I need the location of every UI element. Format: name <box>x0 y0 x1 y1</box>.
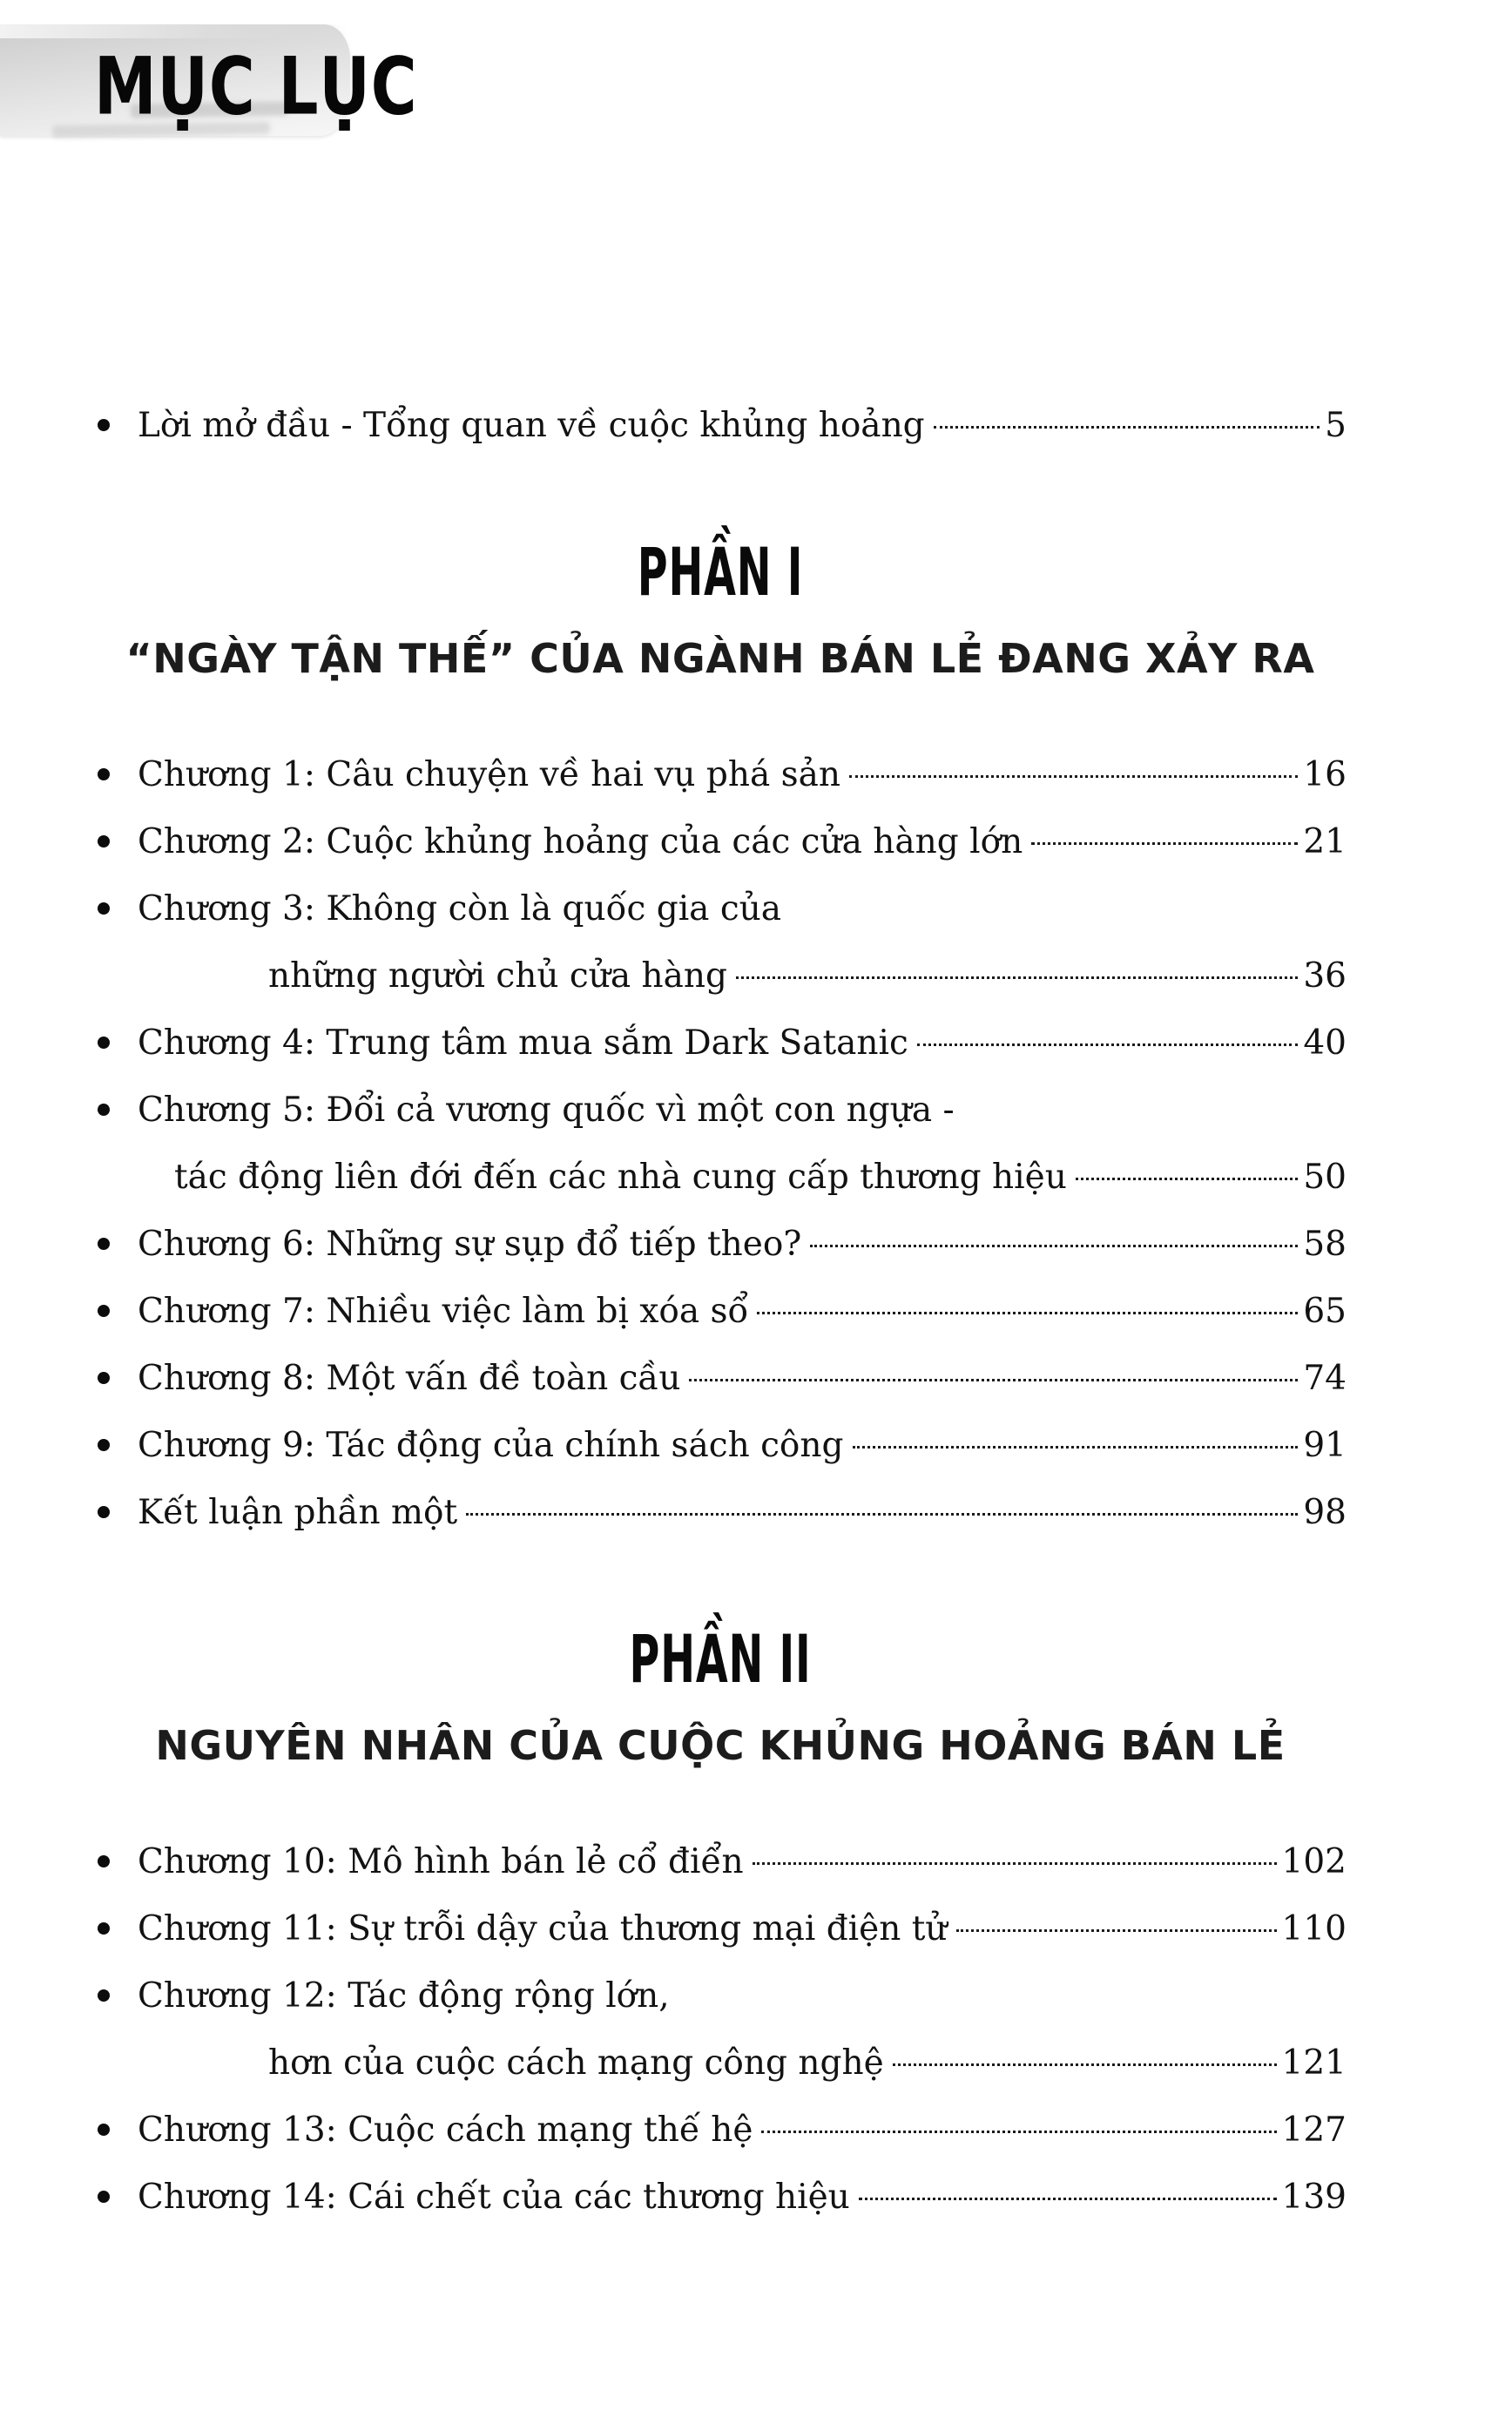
part-1-entries <box>94 741 1347 1546</box>
dot-leader <box>753 1862 1277 1865</box>
entry-continuation-text: hơn của cuộc cách mạng công nghệ <box>268 2043 884 2083</box>
bullet-icon <box>98 1506 110 1518</box>
dot-leader <box>810 1245 1298 1247</box>
dot-leader <box>466 1513 1298 1516</box>
entry-continuation-text: tác động liên đới đến các nhà cung cấp thương hiệu <box>174 1158 1067 1197</box>
entry-text: Chương 9: Tác động của chính sách công <box>138 1426 844 1465</box>
page-title: MỤC LỤC <box>94 40 418 133</box>
entry-text: Chương 13: Cuộc cách mạng thế hệ <box>138 2110 753 2150</box>
bullet-icon <box>98 1855 110 1867</box>
entry-page-number: 74 <box>1303 1359 1347 1398</box>
toc-part-1 <box>94 533 1347 1546</box>
bullet-icon <box>98 2191 110 2203</box>
bullet-icon <box>98 835 110 848</box>
bullet-icon <box>98 1989 110 2002</box>
toc-entry <box>94 1345 1347 1412</box>
dot-leader <box>893 2063 1277 2066</box>
bullet-icon <box>98 1439 110 1451</box>
entry-page-number: 102 <box>1281 1842 1347 1881</box>
toc-entry <box>94 1895 1347 1962</box>
toc-entry <box>94 1278 1347 1345</box>
entry-text: Chương 10: Mô hình bán lẻ cổ điển <box>138 1842 744 1881</box>
dot-leader <box>757 1312 1298 1314</box>
toc-entry <box>94 1010 1347 1077</box>
toc-entry <box>94 1962 1347 2097</box>
dot-leader <box>917 1043 1299 1046</box>
entry-page-number: 127 <box>1281 2110 1347 2150</box>
entry-page-number: 21 <box>1303 822 1347 861</box>
bullet-icon <box>98 1037 110 1049</box>
entry-text: Chương 7: Nhiều việc làm bị xóa sổ <box>138 1292 749 1331</box>
bullet-icon <box>98 1372 110 1384</box>
part-2-entries <box>94 1828 1347 2231</box>
entry-page-number: 58 <box>1303 1225 1347 1264</box>
dot-leader <box>853 1446 1299 1449</box>
bullet-icon <box>98 902 110 915</box>
entry-text: Chương 5: Đổi cả vương quốc vì một con ngựa - <box>138 1091 955 1130</box>
toc-entry-intro <box>94 392 1347 459</box>
entry-text: Chương 11: Sự trỗi dậy của thương mại điện tử <box>138 1909 948 1948</box>
entry-text: Chương 8: Một vấn đề toàn cầu <box>138 1359 681 1398</box>
entry-page-number: 65 <box>1303 1292 1347 1331</box>
toc-part-2 <box>94 1620 1347 2231</box>
entry-continuation-text: những người chủ cửa hàng <box>268 956 727 996</box>
dot-leader <box>761 2131 1276 2133</box>
entry-text: Chương 14: Cái chết của các thương hiệu <box>138 2178 850 2217</box>
dot-leader <box>859 2198 1277 2200</box>
toc-entry <box>94 1828 1347 1895</box>
bullet-icon <box>98 1238 110 1250</box>
bullet-icon <box>98 2124 110 2136</box>
part-2-label: PHẦN II <box>629 1620 812 1699</box>
toc-entry <box>94 1479 1347 1546</box>
entry-page-number: 139 <box>1281 2178 1347 2217</box>
entry-text: Chương 12: Tác động rộng lớn, <box>138 1976 670 2016</box>
bullet-icon <box>98 1305 110 1317</box>
toc-entry <box>94 1412 1347 1479</box>
entry-text: Lời mở đầu - Tổng quan về cuộc khủng hoảng <box>138 406 925 445</box>
entry-page-number: 5 <box>1325 406 1347 445</box>
toc-entry <box>94 1211 1347 1278</box>
toc-entry <box>94 741 1347 808</box>
toc-entry <box>94 875 1347 1010</box>
part-1-label: PHẦN I <box>637 533 804 611</box>
entry-page-number: 91 <box>1303 1426 1347 1465</box>
page-header <box>0 0 1512 174</box>
entry-page-number: 16 <box>1303 755 1347 794</box>
entry-text: Chương 6: Những sự sụp đổ tiếp theo? <box>138 1225 802 1264</box>
entry-text: Chương 4: Trung tâm mua sắm Dark Satanic <box>138 1023 908 1063</box>
bullet-icon <box>98 1922 110 1935</box>
bullet-icon <box>98 419 110 431</box>
dot-leader <box>736 976 1298 979</box>
dot-leader <box>1031 842 1298 845</box>
toc-entry <box>94 1077 1347 1211</box>
toc-entry <box>94 2097 1347 2164</box>
bullet-icon <box>98 1104 110 1116</box>
dot-leader <box>934 426 1320 429</box>
dot-leader <box>849 775 1298 778</box>
bullet-icon <box>98 768 110 780</box>
toc-entry <box>94 808 1347 875</box>
entry-page-number: 121 <box>1281 2043 1347 2083</box>
dot-leader <box>1076 1178 1299 1180</box>
toc-entry <box>94 2164 1347 2231</box>
entry-page-number: 110 <box>1281 1909 1347 1948</box>
entry-text: Chương 3: Không còn là quốc gia của <box>138 889 782 929</box>
part-1-title: “NGÀY TẬN THẾ” CỦA NGÀNH BÁN LẺ ĐANG XẢY RA <box>125 635 1315 682</box>
entry-page-number: 40 <box>1303 1023 1347 1063</box>
entry-page-number: 50 <box>1303 1158 1347 1197</box>
entry-text: Chương 1: Câu chuyện về hai vụ phá sản <box>138 755 841 794</box>
dot-leader <box>689 1379 1298 1381</box>
table-of-contents <box>0 392 1512 2231</box>
entry-page-number: 36 <box>1303 956 1347 996</box>
entry-text: Chương 2: Cuộc khủng hoảng của các cửa hàng lớn <box>138 822 1023 861</box>
dot-leader <box>956 1929 1277 1932</box>
part-2-title: NGUYÊN NHÂN CỦA CUỘC KHỦNG HOẢNG BÁN LẺ <box>155 1722 1286 1769</box>
entry-text: Kết luận phần một <box>138 1493 458 1532</box>
entry-page-number: 98 <box>1303 1493 1347 1532</box>
